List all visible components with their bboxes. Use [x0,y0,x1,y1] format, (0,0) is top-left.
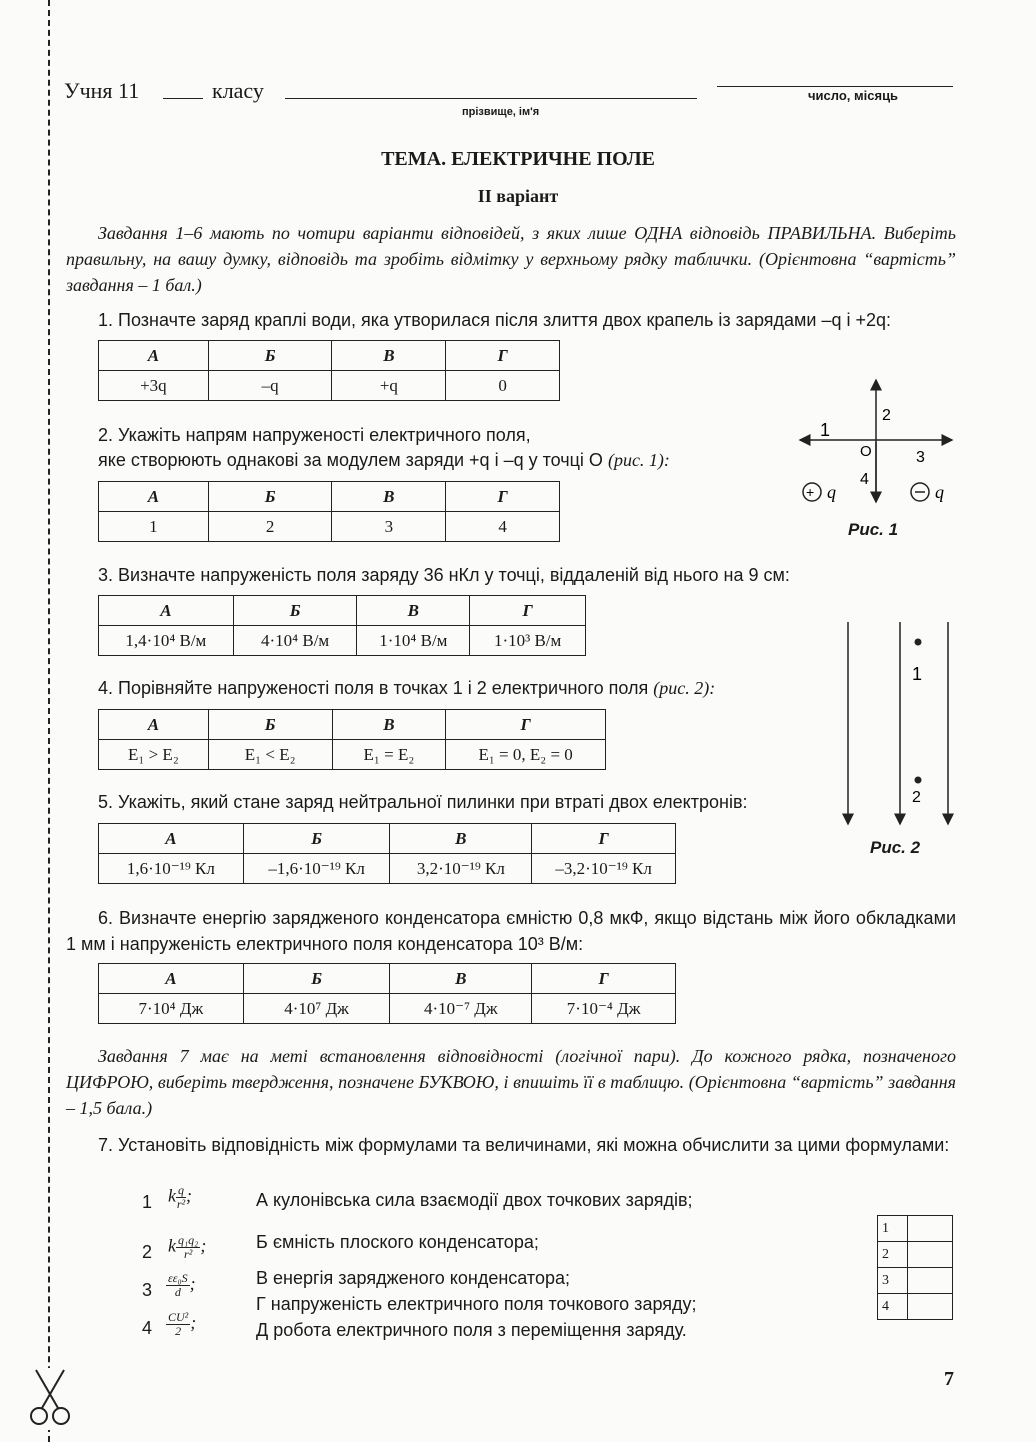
question-4-text: 4. Порівняйте напруженості поля в точках 1 і 2 електричного поля [98,678,649,698]
formula-denominator: 2 [175,1324,182,1338]
option-b[interactable]: Б [243,824,390,854]
class-number-field[interactable] [163,98,203,99]
option-a[interactable]: А [99,482,209,512]
formula-numerator: q [178,1183,184,1197]
surname-hint: прізвище, ім'я [462,106,540,118]
formula-number-2: 2 [142,1242,153,1262]
option-g[interactable]: Г [446,710,606,740]
answer-value: 4·10⁻⁷ Дж [390,994,532,1024]
date-hint: число, місяць [808,88,899,103]
answer-table-4 [98,709,606,770]
answer-value: 4·10⁴ В/м [233,626,357,656]
figure-1-diagram [790,372,960,512]
formula-3: $\frac{\text{εε₀S}}{d}$ ; [168,1271,196,1299]
option-v[interactable]: В [357,596,470,626]
figure-ref: (рис. 1): [607,450,670,470]
option-b[interactable]: Б [208,341,332,371]
direction-label-4: 4 [860,471,869,488]
formula-numerator: CU² [168,1310,189,1324]
question-2-line2 [98,450,670,471]
direction-label-1: 1 [820,420,831,440]
grid-row-number: 1 [878,1216,908,1242]
option-v[interactable]: В [332,482,446,512]
answer-value: 1,4·10⁴ В/м [99,626,234,656]
negative-charge-label: q [935,482,944,502]
matching-answer-grid [877,1215,953,1320]
page-title: ТЕМА. ЕЛЕКТРИЧНЕ ПОЛЕ [381,148,655,170]
answer-value: 7·10⁻⁴ Дж [532,994,676,1024]
answer-table-6 [98,963,676,1024]
option-a[interactable]: А [99,710,209,740]
option-v[interactable]: В [390,824,532,854]
formula-numerator: εε₀S [168,1271,188,1285]
answer-value: 0 [446,371,560,401]
formula-number-1: 1 [142,1192,153,1212]
question-6: 6. Визначте енергію зарядженого конденсатора ємністю 0,8 мкФ, якщо відстань між його обкладками 1 мм і напруженість електричного поля конденсатора 10³ В/м: [66,908,956,954]
answer-value: 1 [99,512,209,542]
answer-value: –q [208,371,332,401]
option-b[interactable]: Б [243,964,390,994]
formula-number-3: 3 [142,1280,153,1300]
answer-value: 1,6·10⁻¹⁹ Кл [99,854,244,884]
instructions-1: Завдання 1–6 мають по чотири варіанти відповідей, з яких лише ОДНА відповідь ПРАВИЛЬНА. Виберіть правильну, на вашу думку, відповідь та зробіть відмітку у верхньому рядку таблички. (Орієнтовна “вартість” завдання – 1 бал.) [66,223,956,295]
name-field[interactable] [285,98,697,99]
question-3: 3. Визначте напруженість поля заряду 36 нКл у точці, віддаленій від нього на 9 см: [98,565,790,585]
answer-option-g: Г напруженість електричного поля точкового заряду; [256,1294,697,1314]
answer-table-3 [98,595,586,656]
scissors-icon [28,1368,72,1430]
formula-1: k $\frac{q}{\text{r²}}$ ; [168,1183,192,1211]
answer-option-d: Д робота електричного поля з переміщення заряду. [256,1320,687,1340]
option-g[interactable]: Г [532,964,676,994]
question-2-text: яке створюють однакові за модулем заряди +q і –q у точці O [98,450,603,470]
answer-option-b: Б ємність плоского конденсатора; [256,1232,539,1252]
point-1-label: 1 [912,664,923,684]
point-1 [915,639,922,646]
student-label: Учня 11 [64,78,140,103]
positive-charge-label: q [827,482,836,502]
grid-row-number: 2 [878,1242,908,1268]
figure-2-caption: Рис. 2 [870,838,921,857]
answer-option-v: В енергія зарядженого конденсатора; [256,1268,570,1288]
point-o-label: O [860,443,872,460]
class-label: класу [212,78,264,103]
point-2 [915,777,922,784]
point-2-label: 2 [912,789,921,806]
page-number: 7 [944,1368,954,1390]
option-a[interactable]: А [99,596,234,626]
answer-value: 4·10⁷ Дж [243,994,390,1024]
cut-line [48,0,50,1442]
formula-denominator: r² [184,1247,193,1261]
answer-value: 3 [332,512,446,542]
option-b[interactable]: Б [208,710,332,740]
variant-label: ІІ варіант [477,186,559,206]
direction-label-3: 3 [916,449,925,466]
option-v[interactable]: В [390,964,532,994]
answer-value: +3q [99,371,209,401]
answer-value: E₁ > E₂ [99,740,209,770]
grid-row-number: 3 [878,1268,908,1294]
answer-value: 2 [208,512,332,542]
question-5: 5. Укажіть, який стане заряд нейтральної пилинки при втраті двох електронів: [98,792,748,812]
grid-row-number: 4 [878,1294,908,1320]
grid-answer-cell[interactable] [907,1268,952,1294]
formula-prefix: k [168,1235,176,1256]
grid-answer-cell[interactable] [907,1216,952,1242]
option-g[interactable]: Г [532,824,676,854]
instructions-2: Завдання 7 має на меті встановлення відповідності (логічної пари). До кожного рядка, позначеного ЦИФРОЮ, виберіть твердження, позначене БУКВОЮ, і впишіть її в таблицю. (Орієнтовна “вартість” завдання – 1,5 бала.) [66,1046,956,1118]
option-b[interactable]: Б [208,482,332,512]
date-field[interactable] [717,86,953,87]
answer-table-1 [98,340,560,401]
svg-text:+: + [806,484,815,500]
question-1: 1. Позначте заряд краплі води, яка утворилася після злиття двох крапель із зарядами –q і +2q: [98,310,892,330]
formula-numerator: q₁q₂ [178,1233,199,1247]
figure-2-diagram [832,618,962,830]
option-b[interactable]: Б [233,596,357,626]
formula-denominator: r² [176,1197,186,1211]
question-2-line1: 2. Укажіть напрям напруженості електричного поля, [98,425,531,445]
option-v[interactable]: В [332,710,446,740]
answer-value: 7·10⁴ Дж [99,994,244,1024]
answer-table-2 [98,481,560,542]
answer-value: E₁ = 0, E₂ = 0 [446,740,606,770]
option-g[interactable]: Г [446,341,560,371]
option-a[interactable]: А [99,341,209,371]
direction-label-2: 2 [882,407,891,424]
answer-value: E₁ < E₂ [208,740,332,770]
answer-value: E₁ = E₂ [332,740,446,770]
formula-number-4: 4 [142,1318,153,1338]
answer-value: –1,6·10⁻¹⁹ Кл [243,854,390,884]
question-4-line [98,678,715,699]
figure-ref: (рис. 2): [653,678,716,698]
grid-answer-cell[interactable] [907,1294,952,1320]
answer-value: –3,2·10⁻¹⁹ Кл [532,854,676,884]
answer-value: +q [332,371,446,401]
option-a[interactable]: А [99,824,244,854]
answer-option-a: А кулонівська сила взаємодії двох точкових зарядів; [256,1190,693,1210]
figure-1-caption: Рис. 1 [848,520,899,539]
answer-value: 1·10³ В/м [470,626,586,656]
answer-value: 3,2·10⁻¹⁹ Кл [390,854,532,884]
option-v[interactable]: В [332,341,446,371]
formula-denominator: d [174,1285,181,1299]
option-g[interactable]: Г [446,482,560,512]
formula-4: $\frac{\text{CU²}}{2}$ ; [168,1310,197,1338]
question-7: 7. Установіть відповідність між формулами та величинами, які можна обчислити за цими формулами: [98,1135,950,1155]
option-g[interactable]: Г [470,596,586,626]
answer-value: 1·10⁴ В/м [357,626,470,656]
formula-2: k $\frac{\text{q₁q₂}}{\text{r²}}$ ; [168,1233,207,1261]
answer-value: 4 [446,512,560,542]
formula-prefix: k [168,1185,176,1206]
answer-table-5 [98,823,676,884]
option-a[interactable]: А [99,964,244,994]
grid-answer-cell[interactable] [907,1242,952,1268]
